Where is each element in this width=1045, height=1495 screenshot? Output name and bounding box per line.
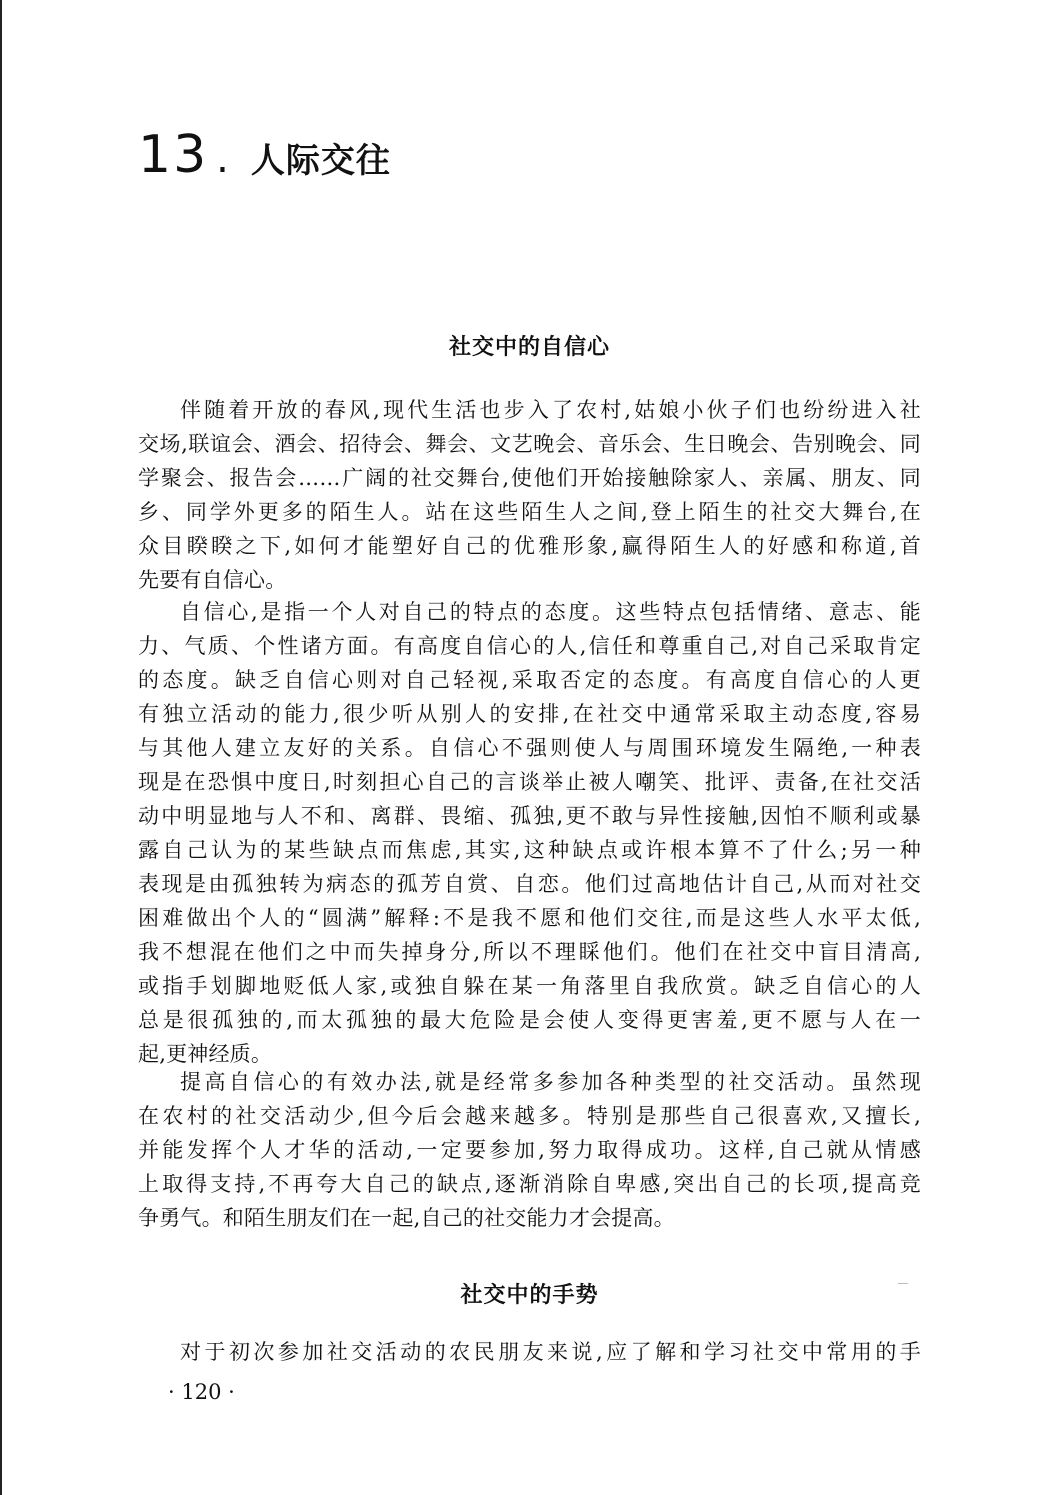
chapter-title: 人际交往 <box>250 141 391 181</box>
text-line: 我不想混在他们之中而失掉身分,所以不理睬他们。他们在社交中盲目清高, <box>138 940 921 964</box>
paragraph <box>138 393 921 597</box>
text-line: 争勇气。和陌生朋友们在一起,自己的社交能力才会提高。 <box>138 1206 675 1230</box>
page-number: · 120 · <box>168 1380 235 1404</box>
text-line: 对于初次参加社交活动的农民朋友来说,应了解和学习社交中常用的手 <box>180 1340 921 1364</box>
paragraph <box>138 1065 921 1235</box>
text-line: 众目睽睽之下,如何才能塑好自己的优雅形象,赢得陌生人的好感和称道,首 <box>138 534 921 558</box>
text-line: 的态度。缺乏自信心则对自己轻视,采取否定的态度。有高度自信心的人更 <box>138 668 921 692</box>
text-line: 表现是由孤独转为病态的孤芳自赏、自恋。他们过高地估计自己,从而对社交 <box>138 872 921 896</box>
text-line: 并能发挥个人才华的活动,一定要参加,努力取得成功。这样,自己就从情感 <box>138 1138 921 1162</box>
text-line: 有独立活动的能力,很少听从别人的安排,在社交中通常采取主动态度,容易 <box>138 702 921 726</box>
text-line: 自信心,是指一个人对自己的特点的态度。这些特点包括情绪、意志、能 <box>180 600 921 624</box>
chapter-number: 13 <box>138 125 209 185</box>
text-line: 学聚会、报告会……广阔的社交舞台,使他们开始接触除家人、亲属、朋友、同 <box>138 466 921 490</box>
text-line: 动中明显地与人不和、离群、畏缩、孤独,更不敢与异性接触,因怕不顺利或暴 <box>138 804 921 828</box>
page-edge-line <box>0 0 2 1495</box>
text-line: 乡、同学外更多的陌生人。站在这些陌生人之间,登上陌生的社交大舞台,在 <box>138 500 921 524</box>
text-line: 总是很孤独的,而太孤独的最大危险是会使人变得更害羞,更不愿与人在一 <box>138 1008 921 1032</box>
text-line: 交场,联谊会、酒会、招待会、舞会、文艺晚会、音乐会、生日晚会、告别晚会、同 <box>138 432 921 456</box>
text-line: 露自己认为的某些缺点而焦虑,其实,这种缺点或许根本算不了什么;另一种 <box>138 838 921 862</box>
paragraph <box>138 595 921 1071</box>
text-line: 上取得支持,不再夸大自己的缺点,逐渐消除自卑感,突出自己的长项,提高竞 <box>138 1172 921 1196</box>
chapter-heading <box>138 125 391 195</box>
text-line: 提高自信心的有效办法,就是经常多参加各种类型的社交活动。虽然现 <box>180 1070 921 1094</box>
chapter-number-dot: . <box>216 136 229 182</box>
text-line: 起,更神经质。 <box>138 1042 273 1066</box>
text-line: 困难做出个人的“圆满”解释:不是我不愿和他们交往,而是这些人水平太低, <box>138 906 921 930</box>
text-line: 现是在恐惧中度日,时刻担心自己的言谈举止被人嘲笑、批评、责备,在社交活 <box>138 770 921 794</box>
text-line: 或指手划脚地贬低人家,或独自躲在某一角落里自我欣赏。缺乏自信心的人 <box>138 974 921 998</box>
text-line: 先要有自信心。 <box>138 568 287 592</box>
section-heading-gestures: 社交中的手势 <box>460 1283 599 1308</box>
text-line: 在农村的社交活动少,但今后会越来越多。特别是那些自己很喜欢,又擅长, <box>138 1104 921 1128</box>
text-line: 与其他人建立友好的关系。自信心不强则使人与周围环境发生隔绝,一种表 <box>138 736 921 760</box>
section-heading-confidence: 社交中的自信心 <box>448 335 610 360</box>
text-line: 力、气质、个性诸方面。有高度自信心的人,信任和尊重自己,对自己采取肯定 <box>138 634 921 658</box>
paragraph <box>138 1335 921 1369</box>
text-line: 伴随着开放的春风,现代生活也步入了农村,姑娘小伙子们也纷纷进入社 <box>180 398 921 422</box>
